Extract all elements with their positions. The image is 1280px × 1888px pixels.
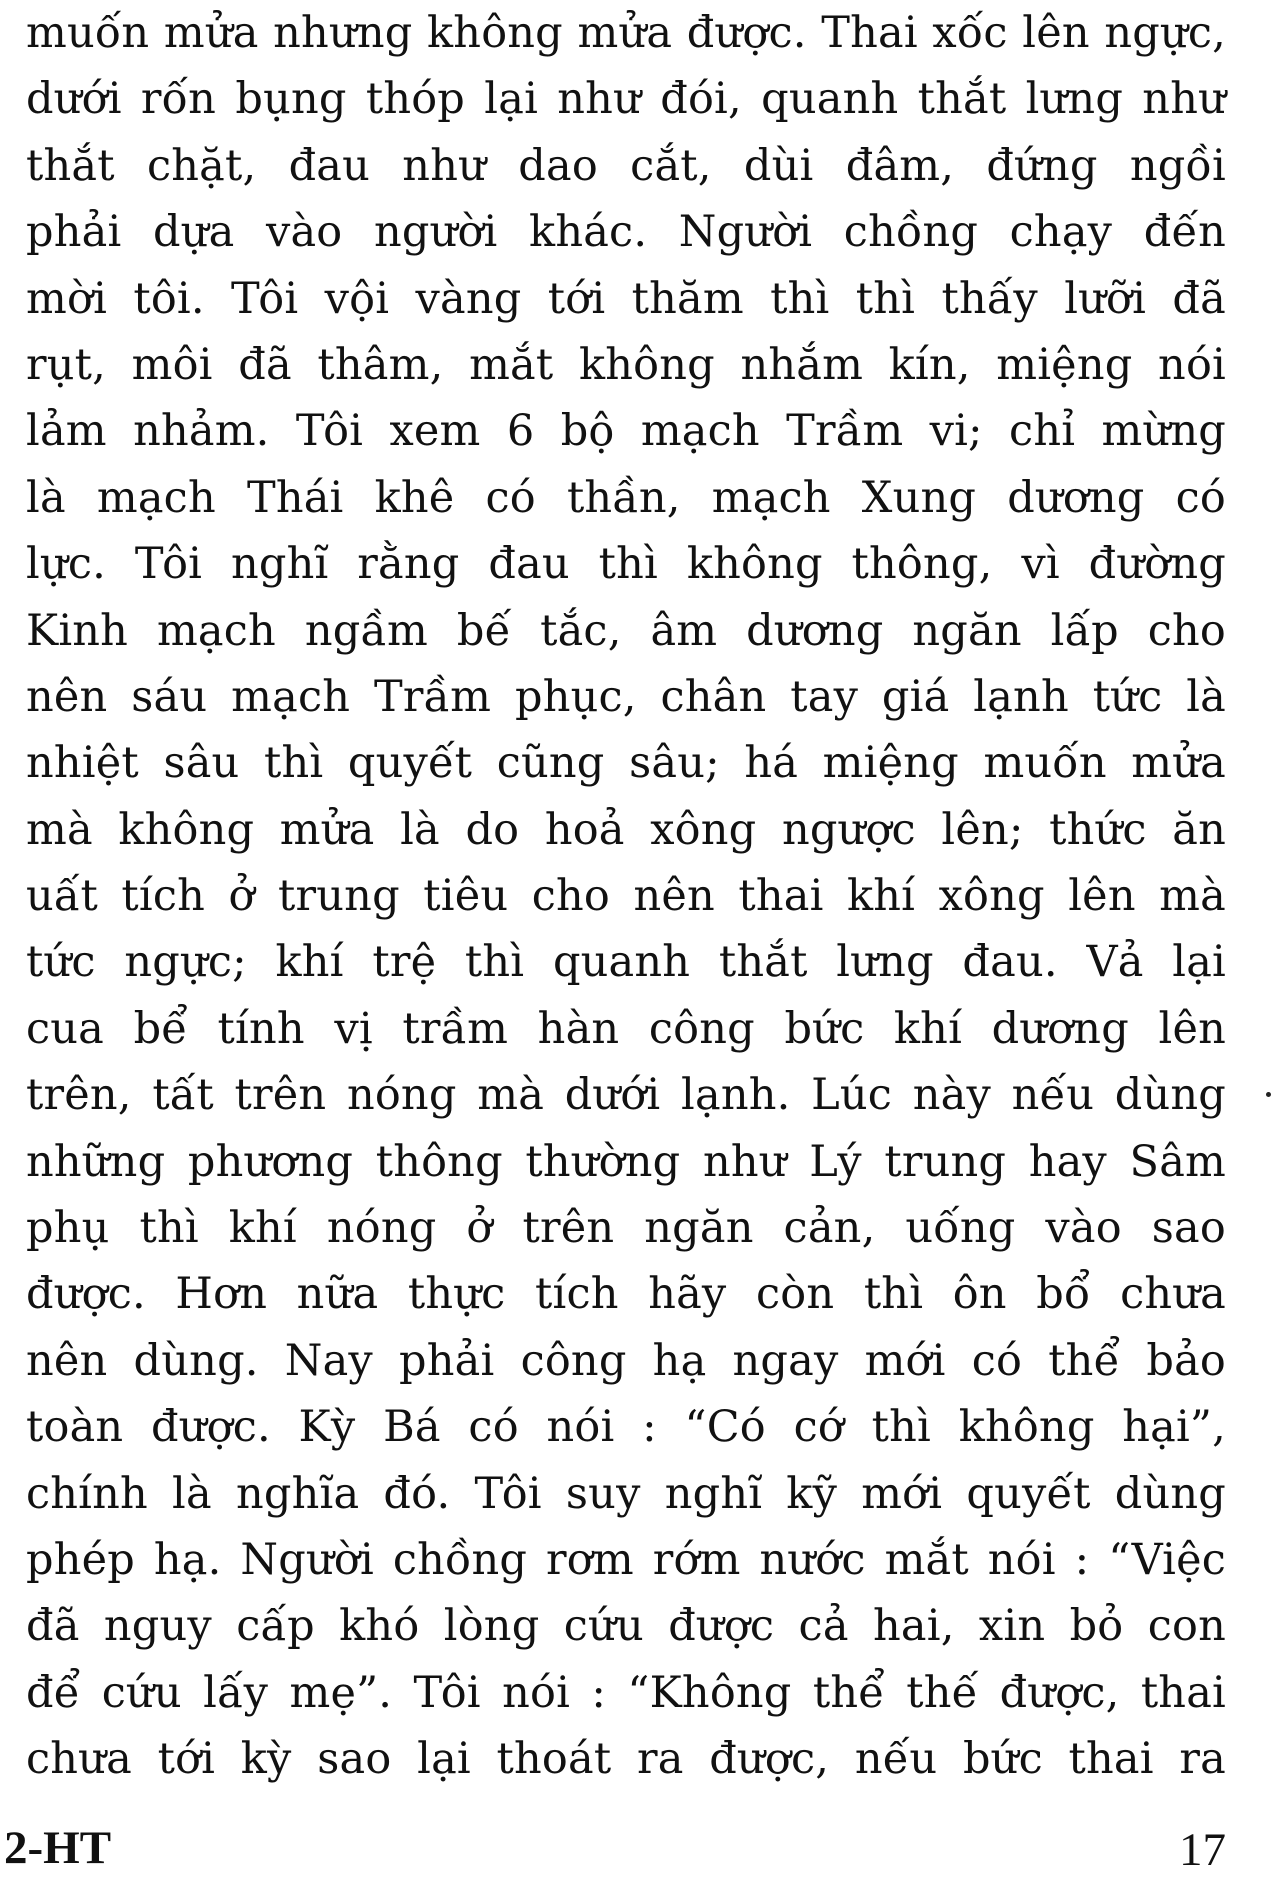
text-line: để cứu lấy mẹ”. Tôi nói : “Không thể thế được, thai xyxy=(26,1667,1226,1718)
text-line: những phương thông thường như Lý trung hay Sâm xyxy=(26,1136,1226,1187)
text-line: uất tích ở trung tiêu cho nên thai khí xông lên mà xyxy=(26,871,1226,922)
text-line: chưa tới kỳ sao lại thoát ra được, nếu bức thai ra xyxy=(26,1734,1226,1785)
text-line: rụt, môi đã thâm, mắt không nhắm kín, miệng nói xyxy=(26,339,1226,390)
text-line: muốn mửa nhưng không mửa được. Thai xốc lên ngực, xyxy=(26,8,1226,58)
text-line: là mạch Thái khê có thần, mạch Xung dương có xyxy=(26,472,1226,523)
text-line: phải dựa vào người khác. Người chồng chạy đến xyxy=(26,207,1226,258)
text-line: tức ngực; khí trệ thì quanh thắt lưng đau. Vả lại xyxy=(26,937,1226,988)
text-line: phép hạ. Người chồng rơm rớm nước mắt nói : “Việc xyxy=(26,1534,1226,1585)
text-line: Kinh mạch ngầm bế tắc, âm dương ngăn lấp cho xyxy=(26,605,1226,656)
text-line: lảm nhảm. Tôi xem 6 bộ mạch Trầm vi; chỉ mừng xyxy=(26,406,1226,457)
body-text xyxy=(26,0,1226,1793)
text-line: nên sáu mạch Trầm phục, chân tay giá lạnh tức là xyxy=(26,671,1226,722)
text-line: mời tôi. Tôi vội vàng tới thăm thì thì thấy lưỡi đã xyxy=(26,273,1226,324)
text-line: đã nguy cấp khó lòng cứu được cả hai, xin bỏ con xyxy=(26,1601,1226,1652)
text-line: trên, tất trên nóng mà dưới lạnh. Lúc này nếu dùng xyxy=(26,1070,1226,1121)
text-line: thắt chặt, đau như dao cắt, dùi đâm, đứng ngồi xyxy=(26,140,1226,191)
text-line: chính là nghĩa đó. Tôi suy nghĩ kỹ mới quyết dùng xyxy=(26,1468,1226,1519)
text-line: cua bể tính vị trầm hàn công bức khí dương lên xyxy=(26,1003,1226,1054)
scan-speck xyxy=(1266,1092,1271,1097)
text-line: dưới rốn bụng thóp lại như đói, quanh thắt lưng như xyxy=(26,74,1226,125)
text-line: nhiệt sâu thì quyết cũng sâu; há miệng muốn mửa xyxy=(26,738,1226,789)
text-line: nên dùng. Nay phải công hạ ngay mới có thể bảo xyxy=(26,1335,1226,1386)
text-line: mà không mửa là do hoả xông ngược lên; thức ăn xyxy=(26,804,1226,855)
page-number: 17 xyxy=(1179,1824,1226,1876)
text-line: phụ thì khí nóng ở trên ngăn cản, uống vào sao xyxy=(26,1203,1226,1254)
signature-mark: 2-HT xyxy=(4,1822,112,1874)
text-line: được. Hơn nữa thực tích hãy còn thì ôn bổ chưa xyxy=(26,1269,1226,1320)
text-line: toàn được. Kỳ Bá có nói : “Có cớ thì không hại”, xyxy=(26,1402,1226,1453)
text-line: lực. Tôi nghĩ rằng đau thì không thông, vì đường xyxy=(26,539,1226,590)
